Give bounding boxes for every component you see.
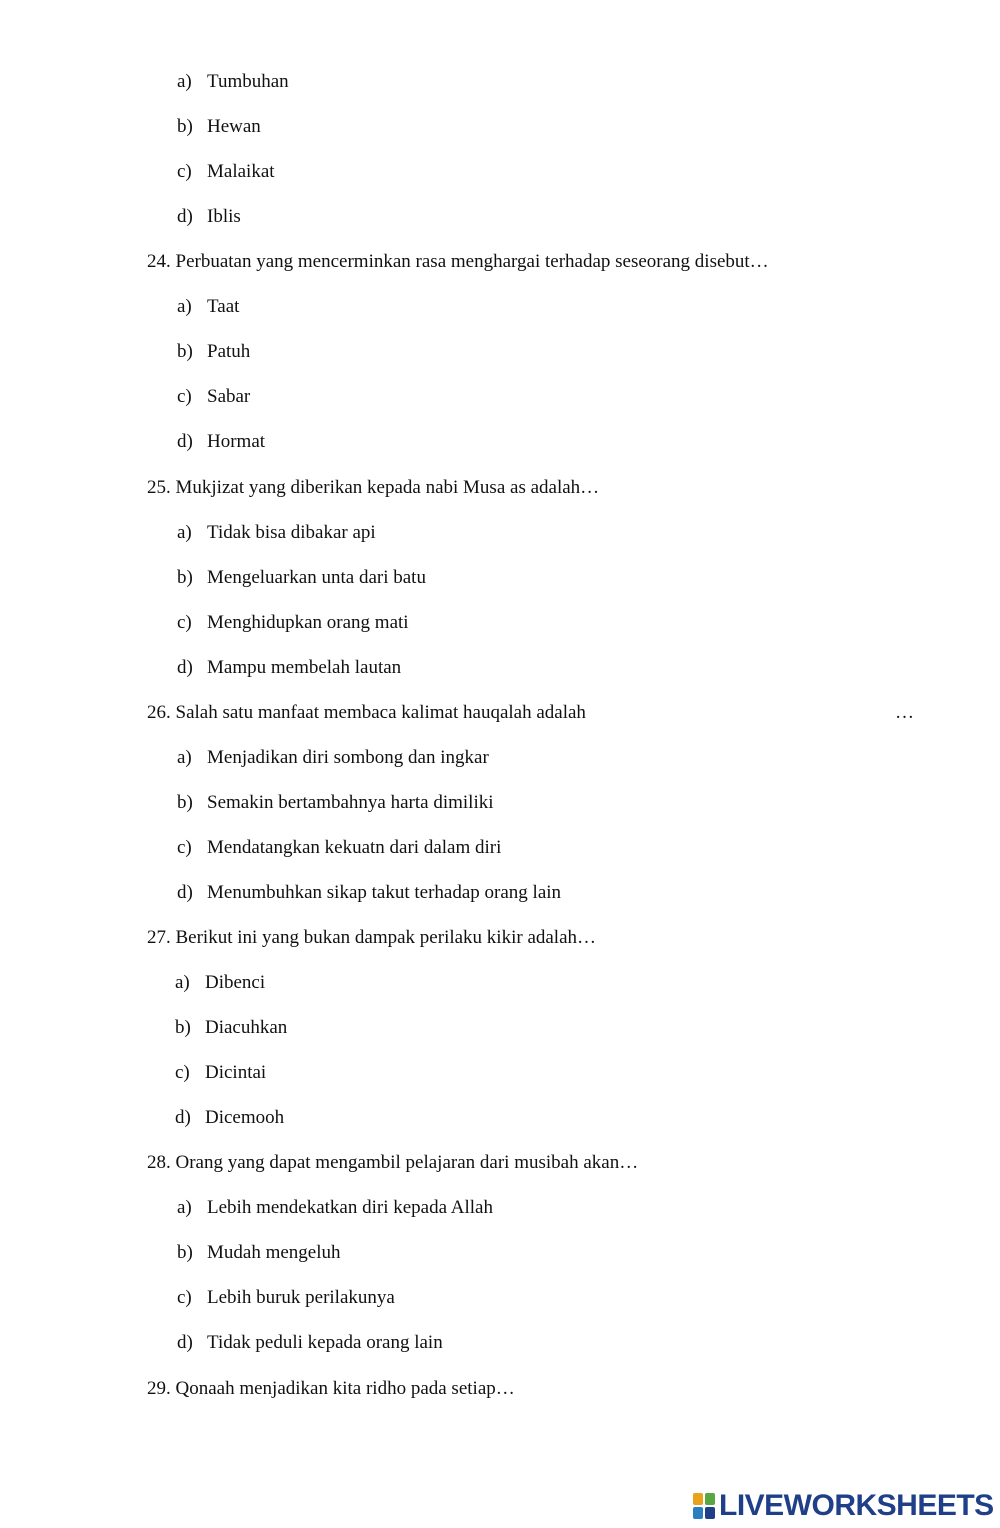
option-text: Menghidupkan orang mati: [207, 612, 409, 633]
option-letter: a): [177, 71, 192, 92]
liveworksheets-logo-icon: [693, 1493, 715, 1519]
option-letter: c): [177, 386, 192, 407]
option-letter: b): [177, 567, 193, 588]
option-letter: b): [177, 792, 193, 813]
option-letter: b): [177, 341, 193, 362]
option-text: Patuh: [207, 341, 251, 362]
option-text: Dicintai: [205, 1062, 267, 1083]
option-letter: a): [175, 972, 190, 993]
option-text: Mampu membelah lautan: [207, 657, 402, 678]
option-text: Tidak peduli kepada orang lain: [207, 1332, 443, 1353]
option-letter: d): [177, 882, 193, 903]
option-text: Sabar: [207, 386, 251, 407]
option-letter: c): [177, 837, 192, 858]
question-25: 25. Mukjizat yang diberikan kepada nabi Musa as adalah…: [147, 477, 600, 498]
option-letter: d): [177, 431, 193, 452]
option-letter: b): [177, 1242, 193, 1263]
option-letter: d): [175, 1107, 191, 1128]
option-letter: c): [177, 612, 192, 633]
liveworksheets-logo: [693, 1490, 994, 1522]
option-letter: c): [177, 161, 192, 182]
option-text: Taat: [207, 296, 240, 317]
option-text: Lebih mendekatkan diri kepada Allah: [207, 1197, 493, 1218]
option-text: Dicemooh: [205, 1107, 285, 1128]
question-26-ellipsis: …: [895, 702, 914, 723]
option-text: Tumbuhan: [207, 71, 289, 92]
question-29: 29. Qonaah menjadikan kita ridho pada setiap…: [147, 1378, 515, 1399]
option-letter: a): [177, 296, 192, 317]
option-text: Mengeluarkan unta dari batu: [207, 567, 426, 588]
option-letter: d): [177, 206, 193, 227]
option-letter: c): [175, 1062, 190, 1083]
option-text: Diacuhkan: [205, 1017, 288, 1038]
option-letter: d): [177, 1332, 193, 1353]
option-letter: b): [175, 1017, 191, 1038]
option-text: Mendatangkan kekuatn dari dalam diri: [207, 837, 502, 858]
liveworksheets-wordmark: LIVEWORKSHEETS: [719, 1489, 994, 1522]
option-text: Semakin bertambahnya harta dimiliki: [207, 792, 494, 813]
option-text: Menjadikan diri sombong dan ingkar: [207, 747, 489, 768]
option-letter: a): [177, 522, 192, 543]
question-26: 26. Salah satu manfaat membaca kalimat hauqalah adalah: [147, 702, 586, 723]
option-letter: a): [177, 1197, 192, 1218]
question-27: 27. Berikut ini yang bukan dampak perilaku kikir adalah…: [147, 927, 597, 948]
option-text: Hewan: [207, 116, 261, 137]
option-letter: b): [177, 116, 193, 137]
question-24: 24. Perbuatan yang mencerminkan rasa menghargai terhadap seseorang disebut…: [147, 251, 769, 272]
option-text: Dibenci: [205, 972, 266, 993]
option-text: Tidak bisa dibakar api: [207, 522, 376, 543]
option-text: Lebih buruk perilakunya: [207, 1287, 395, 1308]
option-text: Iblis: [207, 206, 241, 227]
option-letter: d): [177, 657, 193, 678]
option-text: Mudah mengeluh: [207, 1242, 341, 1263]
option-text: Hormat: [207, 431, 266, 452]
option-letter: c): [177, 1287, 192, 1308]
option-text: Menumbuhkan sikap takut terhadap orang lain: [207, 882, 562, 903]
question-28: 28. Orang yang dapat mengambil pelajaran dari musibah akan…: [147, 1152, 639, 1173]
option-letter: a): [177, 747, 192, 768]
option-text: Malaikat: [207, 161, 275, 182]
